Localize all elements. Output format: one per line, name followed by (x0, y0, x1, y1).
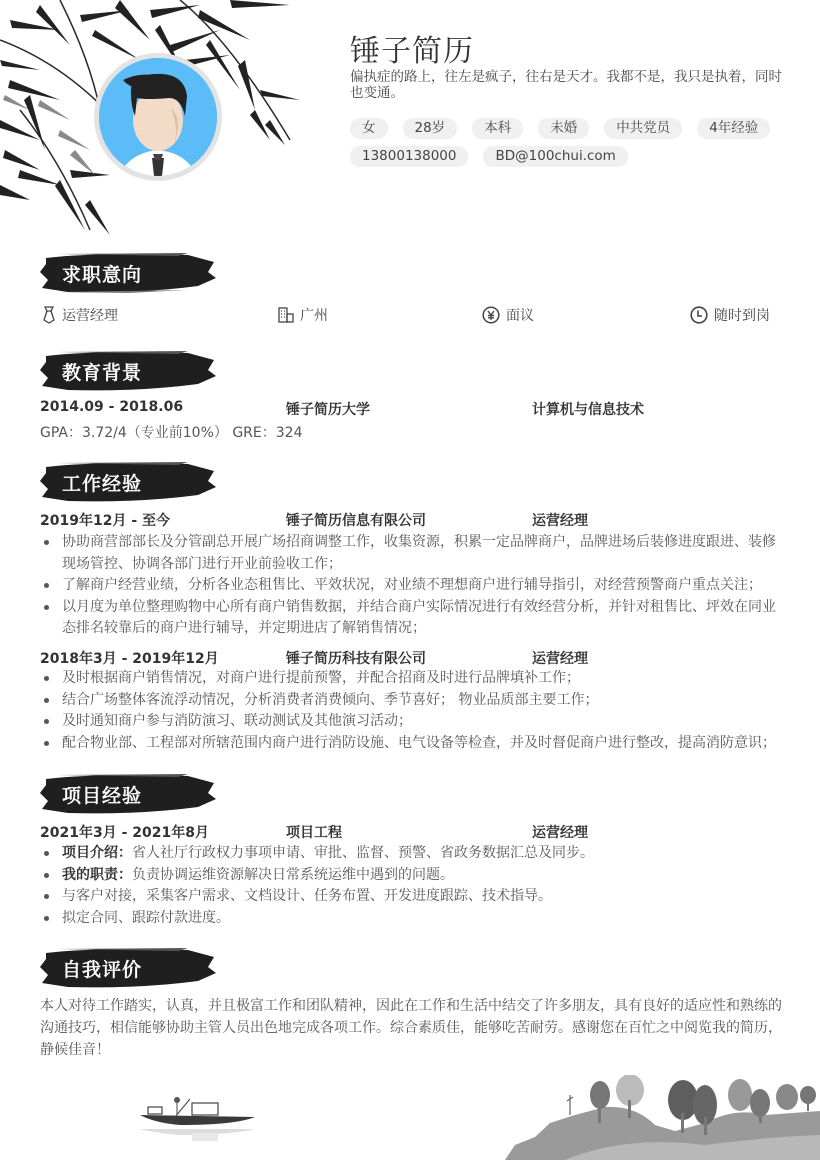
job-intention (40, 305, 780, 325)
list-item: 与客户对接，采集客户需求、文档设计、任务布置、开发进度跟踪、技术指导。 (40, 886, 785, 908)
landscape-ink-icon (505, 1075, 820, 1160)
work-period: 2018年3月 - 2019年12月 (40, 651, 219, 667)
tag-phone: 13800138000 (350, 146, 468, 167)
education-period: 2014.09 - 2018.06 (40, 399, 184, 415)
section-title: 项目经验 (62, 785, 143, 807)
work-period: 2019年12月 - 至今 (40, 513, 171, 529)
list-item: 了解商户经营业绩，分析各业态租售比、平效状况，对业绩不理想商户进行辅导指引，对经营预警商户重点关注； (40, 575, 785, 597)
list-item: 结合广场整体客流浮动情况，分析消费者消费倾向、季节喜好； 物业品质部主要工作； (40, 690, 785, 712)
tag-degree: 本科 (472, 118, 523, 139)
education-row (40, 399, 780, 417)
yen-icon (482, 306, 500, 324)
project-bullets (40, 843, 785, 929)
work-role: 运营经理 (532, 513, 588, 529)
work-1-bullets (40, 532, 785, 640)
project-period: 2021年3月 - 2021年8月 (40, 825, 209, 841)
avatar (94, 53, 222, 181)
list-item: 及时根据商户销售情况，对商户进行提前预警，并配合招商及时进行品牌填补工作； (40, 668, 785, 690)
education-school: 锤子简历大学 (286, 402, 370, 418)
list-item: 及时通知商户参与消防演习、联动测试及其他演习活动； (40, 711, 785, 733)
building-icon (278, 307, 294, 323)
list-item: 拟定合同、跟踪付款进度。 (40, 908, 785, 930)
list-item: 协助商营部部长及分管副总开展广场招商调整工作，收集资源，积累一定品牌商户，品牌进场后装修进度跟进、装修现场管控、协调各部门进行开业前验收工作； (40, 532, 785, 575)
work-row-2 (40, 648, 780, 666)
tag-email: BD@100chui.com (483, 146, 627, 167)
list-item: 以月度为单位整理购物中心所有商户销售数据，并结合商户实际情况进行有效经营分析，并针对租售比、坪效在同业态排名较靠后的商户进行辅导，并定期进店了解销售情况； (40, 597, 785, 640)
work-row-1 (40, 510, 780, 528)
work-2-bullets (40, 668, 785, 754)
project-name: 项目工程 (286, 825, 342, 841)
resume-name: 锤子简历 (350, 34, 474, 69)
section-heading-work (38, 461, 216, 503)
work-role: 运营经理 (532, 651, 588, 667)
male-avatar-icon (99, 58, 217, 176)
project-role: 运营经理 (532, 825, 588, 841)
clock-icon (690, 306, 708, 324)
intent-city: 广州 (278, 305, 328, 325)
intent-position: 运营经理 (42, 305, 118, 325)
work-company: 锤子简历科技有限公司 (286, 651, 426, 667)
tag-political: 中共党员 (604, 118, 682, 139)
boat-ink-icon (140, 1095, 260, 1145)
section-heading-education (38, 350, 216, 392)
section-title: 自我评价 (62, 959, 143, 981)
tag-experience: 4年经验 (697, 118, 770, 139)
personal-tags (350, 118, 780, 167)
intent-salary: 面议 (482, 305, 534, 325)
tag-age: 28岁 (403, 118, 458, 139)
intent-availability: 随时到岗 (690, 305, 770, 325)
section-heading-self (38, 947, 216, 989)
section-title: 工作经验 (62, 473, 143, 495)
education-detail: GPA：3.72/4（专业前10%） GRE：324 (40, 425, 303, 441)
self-evaluation: 本人对待工作踏实，认真，并且极富工作和团队精神，因此在工作和生活中结交了许多朋友，具有良好的适应性和熟练的沟通技巧，相信能够协助主管人员出色地完成各项工作。综合素质佳，能够吃苦耐劳。感谢您在百忙之中阅览我的简历，静候佳音！ (40, 998, 782, 1058)
section-heading-intent (38, 252, 216, 294)
tag-marital: 未婚 (538, 118, 589, 139)
work-company: 锤子简历信息有限公司 (286, 513, 426, 529)
section-heading-project (38, 773, 216, 815)
education-major: 计算机与信息技术 (532, 402, 644, 418)
list-item: 项目介绍：省人社厅行政权力事项申请、审批、监督、预警、省政务数据汇总及同步。 (40, 843, 785, 865)
list-item: 我的职责：负责协调运维资源解决日常系统运维中遇到的问题。 (40, 865, 785, 887)
tag-gender: 女 (350, 118, 388, 139)
list-item: 配合物业部、工程部对所辖范围内商户进行消防设施、电气设备等检查，并及时督促商户进行整改，提高消防意识； (40, 733, 785, 755)
project-row (40, 822, 780, 840)
section-title: 求职意向 (62, 264, 143, 286)
tie-icon (42, 306, 56, 324)
motto: 偏执症的路上，往左是疯子，往右是天才。我都不是，我只是执着，同时也变通。 (350, 69, 782, 101)
section-title: 教育背景 (62, 362, 143, 384)
